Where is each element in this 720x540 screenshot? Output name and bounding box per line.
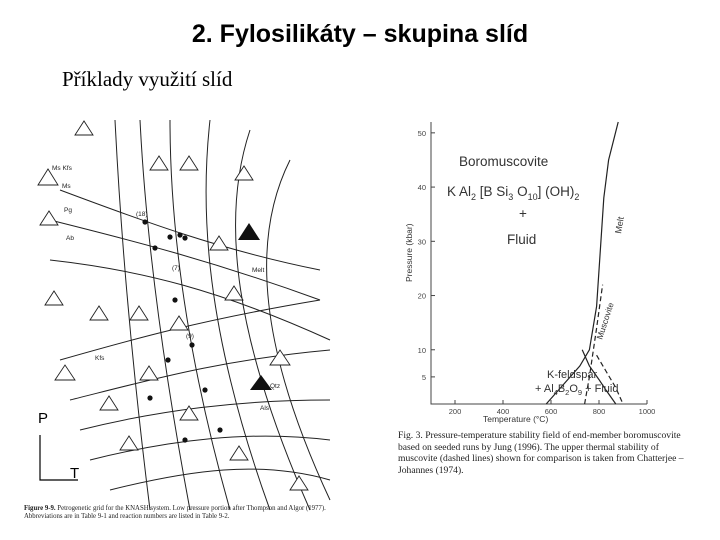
muscovite-label: Muscovite (594, 301, 616, 341)
grid-labels (52, 165, 280, 412)
plus-label: + (519, 206, 527, 221)
series-lines (546, 122, 623, 404)
grid-label: (9) (186, 333, 194, 340)
grid-label: Ab (66, 235, 74, 242)
y-tick-label: 5 (421, 372, 426, 382)
axis-t-label: T (70, 465, 80, 482)
y-tick-label: 40 (417, 183, 426, 193)
right-caption-text: Pressure-temperature stability field of end-member boromuscovite based on seeded runs by Jung (1996). The upper thermal stability of muscovite (dashed lines) shown for comparison is taken from Chatterjee – Johannes (1974). (398, 430, 684, 476)
grid-label: Ms Kfs (52, 165, 72, 172)
grid-label: Melt (252, 267, 265, 274)
axis-p-label: P (38, 410, 49, 427)
grid-label: Kfs (95, 355, 105, 362)
kfeldspar-assemblage-label: + $Al_4B_2O_9$ + Fluid (535, 383, 619, 397)
x-tick-label: 800 (592, 407, 606, 416)
series-line-1 (546, 122, 618, 404)
y-tick-label: 10 (417, 345, 426, 355)
y-axis-label: Pressure (kbar) (404, 223, 414, 282)
x-tick-label: 200 (448, 407, 462, 416)
left-caption-label: Figure 9-9. (24, 505, 56, 512)
grid-lines (50, 120, 330, 510)
page-subtitle: Příklady využití slíd (62, 67, 233, 91)
x-tick-label: 400 (496, 407, 510, 416)
x-axis-label: Temperature (°C) (483, 414, 549, 424)
invariant-points (142, 219, 222, 442)
right-figure-caption (398, 430, 698, 476)
fluid-label: Fluid (507, 232, 537, 247)
right-caption-label: Fig. 3. (398, 430, 423, 441)
y-tick-label: 30 (417, 237, 426, 247)
x-ticks (449, 400, 656, 416)
kfeldspar-label: K-feldspar (547, 369, 598, 381)
field-name-label: Boromuscovite (459, 154, 549, 169)
y-tick-label: 50 (417, 128, 426, 138)
y-tick-label: 20 (417, 291, 426, 301)
page-title: 2. Fylosilikáty – skupina slíd (191, 20, 529, 48)
grid-label: Qtz (270, 383, 281, 390)
x-tick-label: 600 (544, 407, 558, 416)
formula-label: K $Al_2$ [B $Si_3$ $O_{10}$] $(OH)_2$ (447, 184, 580, 202)
phase-triangles (38, 121, 308, 490)
grid-label: (7) (172, 265, 180, 272)
grid-label: (18) (136, 211, 148, 218)
grid-label: Ms (62, 183, 71, 190)
melt-label: Melt (613, 215, 626, 235)
grid-label: Pg (64, 207, 72, 214)
y-ticks (418, 129, 435, 382)
series-line-4 (597, 355, 623, 404)
grid-label: Als (260, 405, 270, 412)
left-caption-text: Petrogenetic grid for the KNASH system. Low pressure portion after Thompson and Algor (1977). Abbreviations are in Table 9-1 and reaction numbers are listed in Table 9-2. (24, 505, 326, 520)
x-tick-label: 1000 (638, 407, 656, 416)
left-figure-caption (24, 505, 344, 521)
petrogenetic-grid-figure (20, 100, 340, 530)
